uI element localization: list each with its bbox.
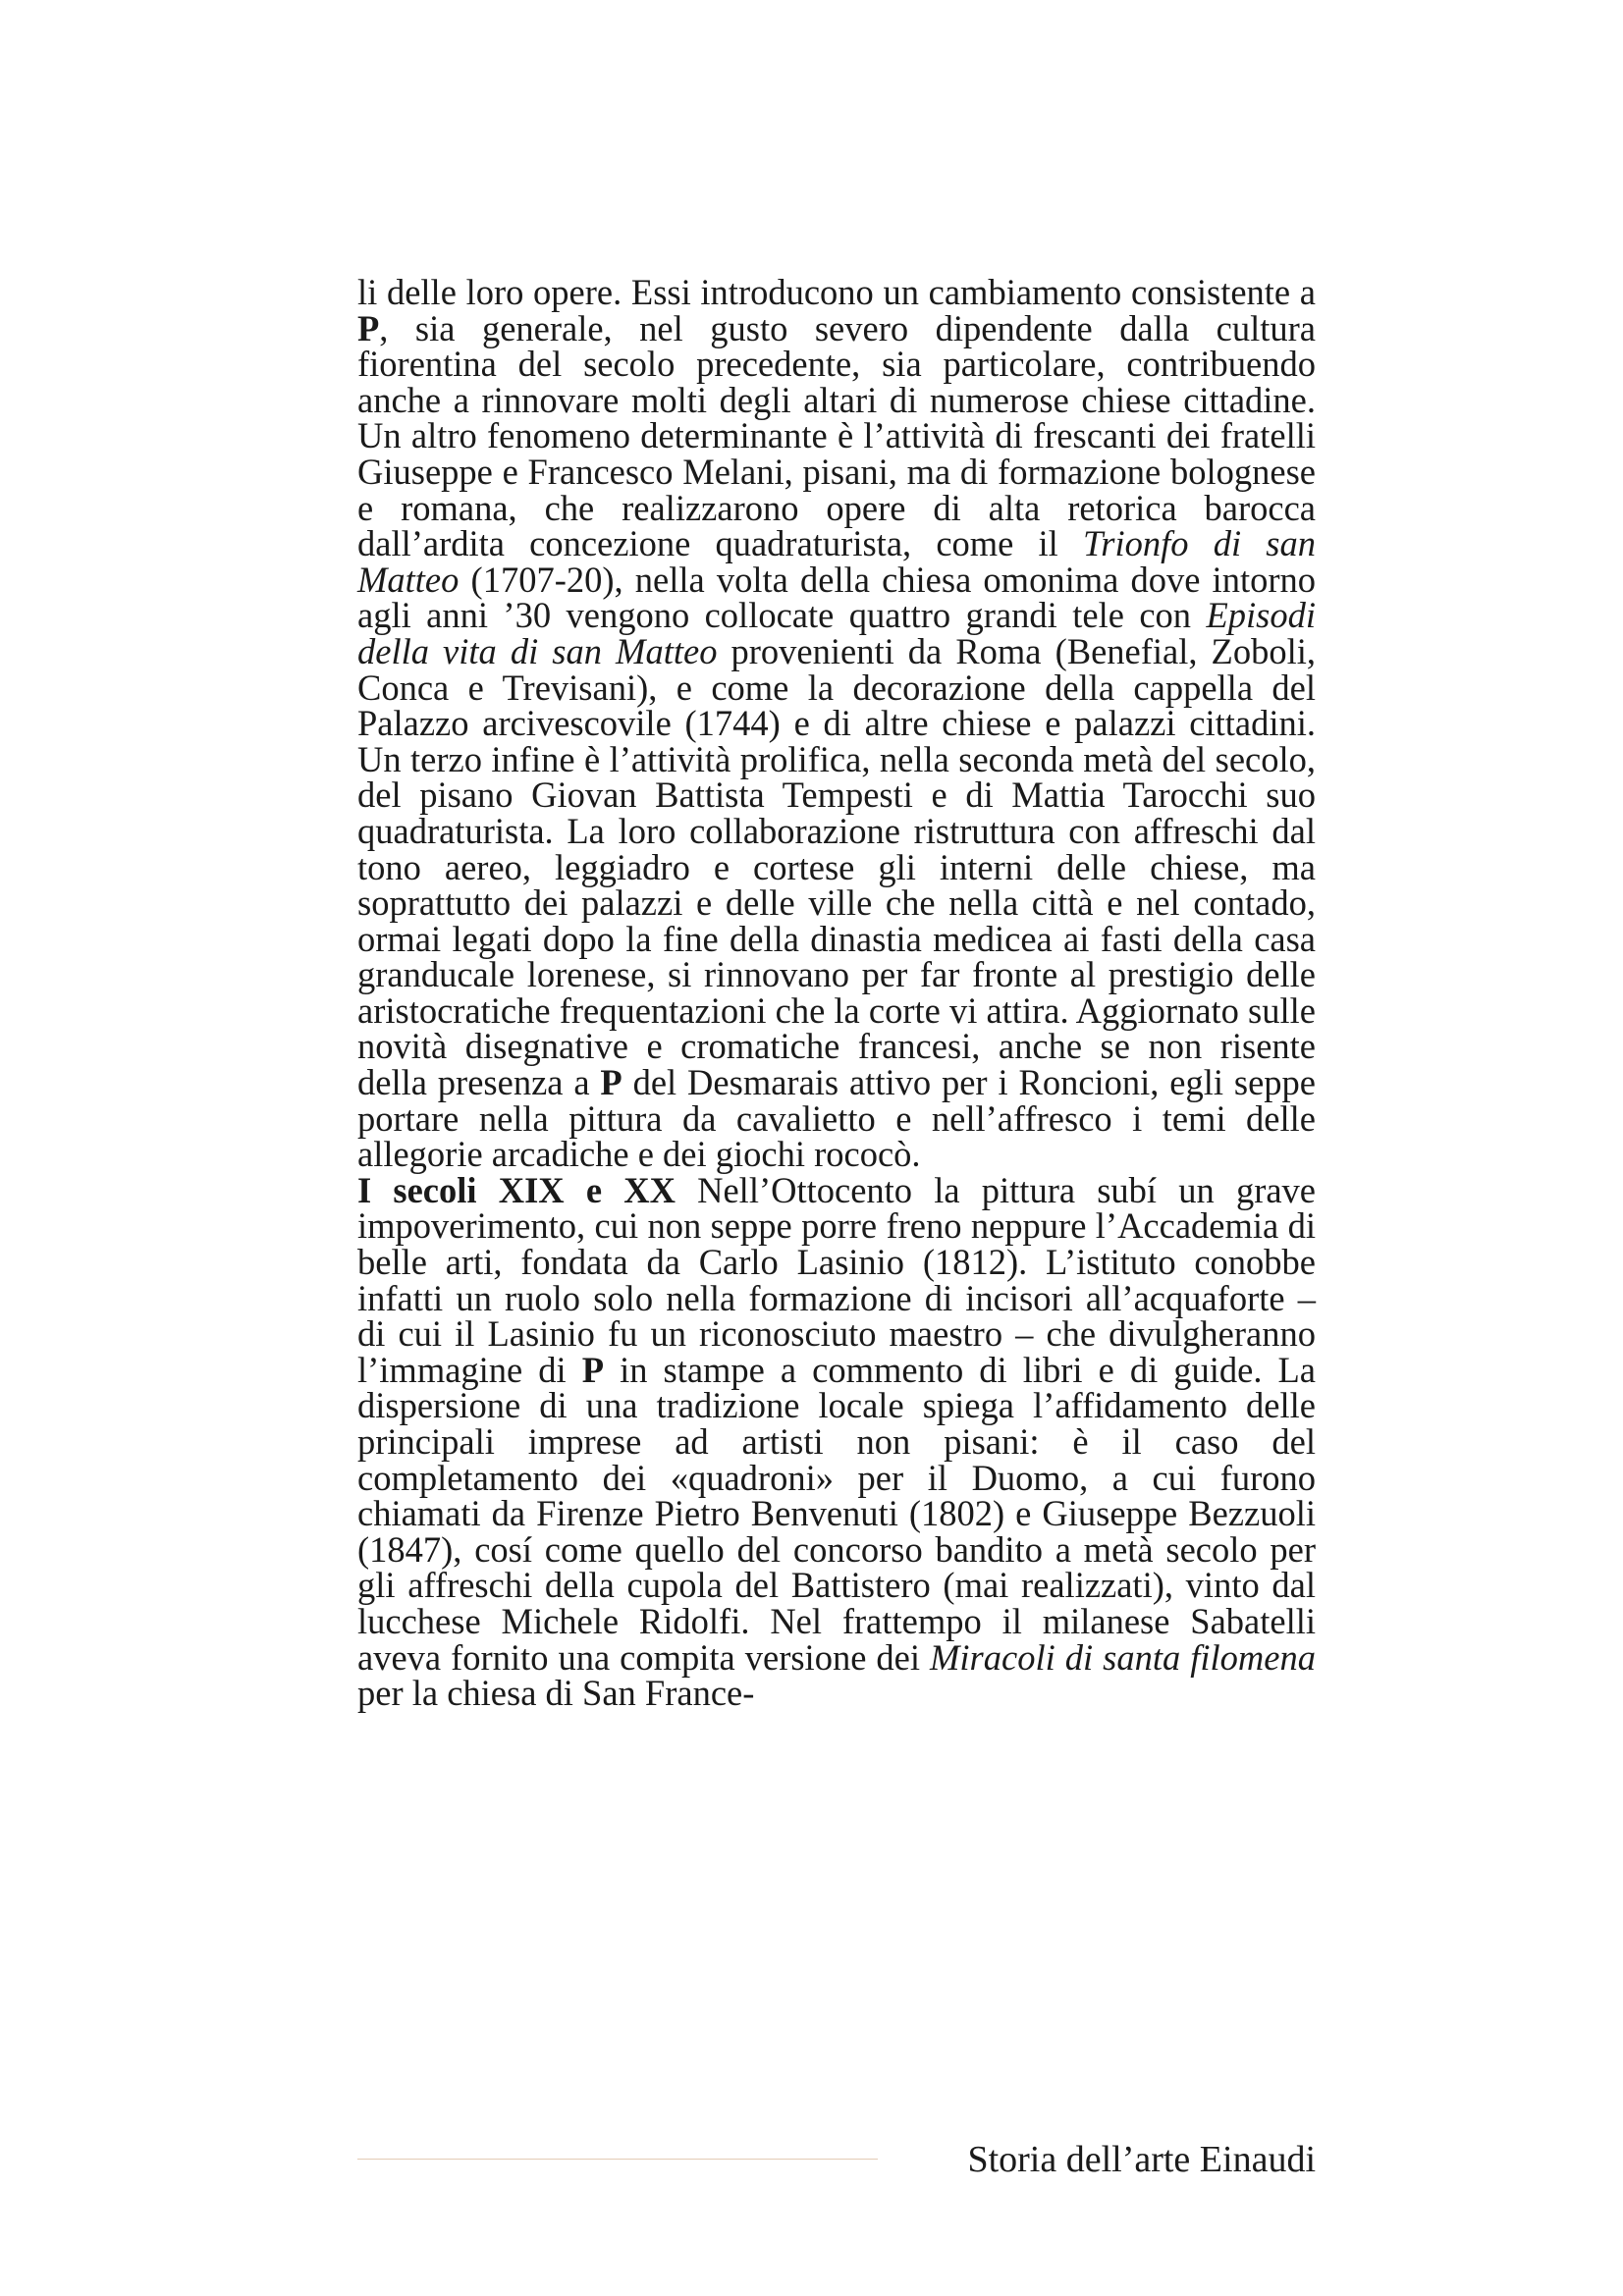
footer-publication-label: Storia dell’arte Einaudi [967, 2139, 1316, 2180]
text-run: (1707-20), nella volta della chiesa omonima dove intorno agli anni ’30 vengono collocate quattro grandi tele con [357, 559, 1316, 636]
body-text [357, 272, 1317, 1714]
paragraph-ottocento-novecento [357, 1169, 1317, 1714]
artwork-title: Trionfo di san Matteo [357, 523, 1316, 600]
footer-rule [357, 2159, 878, 2160]
text-run: provenienti da Roma (Benefial, Zoboli, Conca e Trevisani), e come la decorazione della cappella del Palazzo arcivescovile (1744) e di altre chiese e palazzi cittadini. Un terzo infine è l’attività prolifica, nella seconda metà del secolo, del pisano Giovan Battista Tempesti e di Mattia Tarocchi suo quadraturista. La loro collaborazione ristruttura con affreschi dal tono aereo, leggiadro e cortese gli interni delle chiese, ma soprattutto dei palazzi e delle ville che nella città e nel contado, ormai legati dopo la fine della dinastia medicea ai fasti della casa granducale lorenese, si rinnovano per far fronte al prestigio delle aristocratiche frequentazioni che la corte vi attira. Aggiornato sulle novità disegnative e cromatiche francesi, anche se non risente della presenza a [357, 630, 1316, 1103]
artwork-title: Episodi della vita di san Matteo [357, 595, 1316, 671]
text-run: per la chiesa di San France- [357, 1673, 755, 1714]
text-run: Nell’Ottocento la pittura subí un grave impoverimento, cui non seppe porre freno neppure l’Accademia di belle arti, fondata da Carlo Lasinio (1812). L’istituto conobbe infatti un ruolo solo nella formazione di incisori all’acquaforte – di cui il Lasinio fu un riconosciuto maestro – che divulgheranno l’immagine di [357, 1169, 1317, 1390]
text-run: del Desmarais attivo per i Roncioni, egli seppe portare nella pittura da cavalietto e nell’affresco i temi delle allegorie arcadiche e dei giochi rococò. [357, 1062, 1317, 1175]
pisa-abbreviation: P [600, 1062, 622, 1103]
text-run: , sia generale, nel gusto severo dipendente dalla cultura fiorentina del secolo precedente, sia particolare, contribuendo anche a rinnovare molti degli altari di numerose chiese cittadine. Un altro fenomeno determinante è l’attività di frescanti dei fratelli Giuseppe e Francesco Melani, pisani, ma di formazione bolognese e romana, che realizzarono opere di alta retorica barocca dall’ardita concezione quadraturista, come il [357, 307, 1316, 564]
artwork-title: Miracoli di santa filomena [930, 1636, 1316, 1678]
paragraph-seicento-settecento [357, 272, 1317, 1175]
pisa-abbreviation: P [357, 307, 380, 348]
section-heading: I secoli XIX e XX [357, 1169, 676, 1210]
text-run: li delle loro opere. Essi introducono un cambiamento consistente a [357, 272, 1316, 312]
pisa-abbreviation: P [581, 1349, 605, 1390]
text-run: in stampe a commento di libri e di guide. La dispersione di una tradizione locale spiega l’affidamento delle principali imprese ad artisti non pisani: è il caso del completamento dei «quadroni» per il Duomo, a cui furono chiamati da Firenze Pietro Benvenuti (1802) e Giuseppe Bezzuoli (1847), cosí come quello del concorso bandito a metà secolo per gli affreschi della cupola del Battistero (mai realizzati), vinto dal lucchese Michele Ridolfi. Nel frattempo il milanese Sabatelli aveva fornito una compita versione dei [357, 1349, 1316, 1678]
